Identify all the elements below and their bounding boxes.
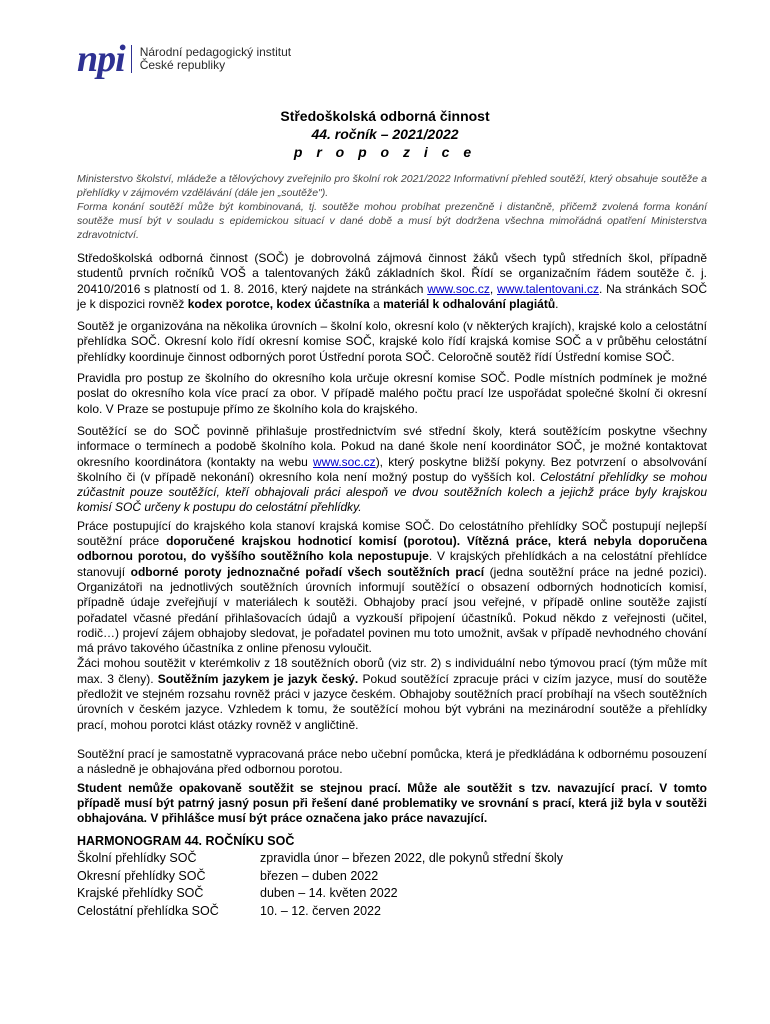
logo-divider [131, 45, 132, 73]
paragraph-1: Středoškolská odborná činnost (SOČ) je dobrovolná zájmová činnost žáků všech typů středních škol, případně studentů prvních ročníků VOŠ a talentovaných žáků základních škol. Řídí se organizačním řádem soutěže č. j. 20410/2016 s platností od 1. 8. 2016, který najdete na stránkách www.soc.cz, www.talentovani.cz. Na stránkách SOČ je k dispozici rovněž kodex porotce, kodex účastníka a materiál k odhalování plagiátů. [77, 251, 707, 311]
link-talentovani[interactable]: www.talentovani.cz [496, 281, 600, 296]
paragraph-5: Práce postupující do krajského kola stanoví krajská komise SOČ. Do celostátního přehlídky SOČ postupují nejlepší soutěžní práce doporučené krajskou hodnoticí komisí (porotou). Vítězná práce, která nebyla doporučena odbornou porotou, do vyššího soutěžního kola nepostupuje. V krajských přehlídkách a na celostátní přehlídce stanovují odborné poroty jednoznačné pořadí všech soutěžních prací (jedna soutěžní práce na jedné pozici). Organizátoři na jednotlivých soutěžních úrovních informují soutěžící o obsazení odborných hodnoticích komisí, případně údaje zveřejňují v materiálech k soutěži. Obhajoby prací jsou veřejné, v případě online soutěže zajistí pořadatel včasné předání přihlašovacích údajů a vyzkouší připojení účastníků. Pokud někdo z veřejnosti (učitel, rodič…) projeví zájem obhajoby sledovat, je pořadatel povinen mu toto umožnit, avšak v případě nevhodného chování má právo takového účastníka z online přenosu vyloučit. [77, 518, 707, 656]
title-line3: p r o p o z i c e [293, 144, 477, 160]
logo-line2: České republiky [139, 58, 226, 72]
harmonogram-row [77, 903, 707, 921]
paragraph-8: Student nemůže opakovaně soutěžit se stejnou prací. Může ale soutěžit s tzv. navazující prací. V tomto případě musí být patrný jasný posun při řešení dané problematiky ve srovnání s prací, která již byla v soutěži obhajována. V přihlášce musí být práce označena jako práce navazující. [77, 780, 707, 826]
harmonogram-value: zpravidla únor – březen 2022, dle pokynů střední školy [260, 851, 563, 865]
logo-mark: npi [77, 38, 125, 80]
link-soc[interactable]: www.soc.cz [427, 281, 490, 296]
paragraph-6: Žáci mohou soutěžit v kterémkoliv z 18 soutěžních oborů (viz str. 2) s individuální nebo týmovou prací (tým může mít max. 3 členy). Soutěžním jazykem je jazyk český. Pokud soutěžící zpracuje práci v cizím jazyce, musí do soutěže předložit ve stejném rozsahu rovněž práci v jazyce českém. Obhajoby soutěžních prací probíhají na všech soutěžních úrovních v českém jazyce. Vzhledem k tomu, že soutěžící mohou být vybráni na mezinárodní soutěže a přehlídky prací, mohou porotci klást otázky rovněž v angličtině. [77, 656, 707, 732]
intro-paragraph-2: Forma konání soutěží může být kombinovaná, tj. soutěže mohou probíhat prezenčně i distančně, přičemž zvolená forma konání soutěže musí být v souladu s epidemickou situací v dané době a musí být dodržena všechna mimořádná opatření Ministerstva zdravotnictví. [77, 201, 707, 241]
harmonogram-label: Školní přehlídky SOČ [77, 851, 197, 865]
harmonogram-label: Celostátní přehlídka SOČ [77, 903, 219, 918]
intro-notice [77, 172, 707, 242]
harmonogram-label: Okresní přehlídky SOČ [77, 868, 206, 883]
harmonogram-title: HARMONOGRAM 44. ROČNÍKU SOČ [77, 834, 295, 848]
harmonogram-value: březen – duben 2022 [260, 868, 379, 883]
harmonogram-value: 10. – 12. červen 2022 [260, 903, 381, 918]
paragraph-2: Soutěž je organizována na několika úrovních – školní kolo, okresní kolo (v některých krajích), krajské kolo a celostátní přehlídka SOČ. Okresní kolo řídí okresní komise SOČ, krajské kolo řídí krajská komise SOČ a v průběhu celostátní přehlídky koordinuje činnost odborných porot Ústřední porota SOČ. Celoročně soutěž řídí Ústřední komise SOČ. [77, 319, 707, 364]
body-text [77, 251, 707, 826]
title-line2: 44. ročník – 2021/2022 [311, 126, 459, 142]
harmonogram-table [77, 850, 707, 920]
title-line1: Středoškolská odborná činnost [280, 108, 490, 124]
link-soc-contacts[interactable]: www.soc.cz [313, 454, 376, 469]
paragraph-4: Soutěžící se do SOČ povinně přihlašuje prostřednictvím své střední školy, která soutěžícím poskytne všechny informace o termínech a podobě školního kola. Pokud na dané škole není koordinátor SOČ, je možné kontaktovat okresního koordinátora (kontakty na webu www.soc.cz), který poskytne bližší pokyny. Bez potvrzení o absolvování školního či (v případě nekonání) okresního kola není možný postup do vyšších kol. Celostátní přehlídky se mohou zúčastnit pouze soutěžící, kteří obhajovali práci alespoň ve dvou soutěžních kolech a jejichž práce byly krajskou komisí SOČ určeny k postupu do celostátní přehlídky. [77, 423, 707, 515]
paragraph-3: Pravidla pro postup ze školního do okresního kola určuje okresní komise SOČ. Podle místních podmínek je možné poslat do okresního kola více prací za obor. V případě malého počtu prací lze uspořádat společné školní či okresní kolo. V Praze se postupuje přímo ze školního kola do krajského. [77, 371, 707, 416]
harmonogram-value: duben – 14. květen 2022 [260, 886, 398, 900]
paragraph-7: Soutěžní prací je samostatně vypracovaná práce nebo učební pomůcka, která je předkládána k odbornému posouzení a následně je obhajována před odbornou porotou. [77, 746, 707, 777]
harmonogram-row [77, 850, 707, 868]
document-title [0, 107, 770, 161]
harmonogram-label: Krajské přehlídky SOČ [77, 886, 204, 900]
harmonogram-row [77, 868, 707, 886]
intro-paragraph-1: Ministerstvo školství, mládeže a tělovýchovy zveřejnilo pro školní rok 2021/2022 Informativní přehled soutěží, který obsahuje soutěže a přehlídky v zájmovém vzdělávání (dále jen „soutěže"). [77, 173, 707, 199]
npi-logo [77, 38, 292, 80]
harmonogram-row [77, 885, 707, 903]
logo-text [140, 46, 291, 72]
logo-line1: Národní pedagogický institut [139, 45, 292, 59]
